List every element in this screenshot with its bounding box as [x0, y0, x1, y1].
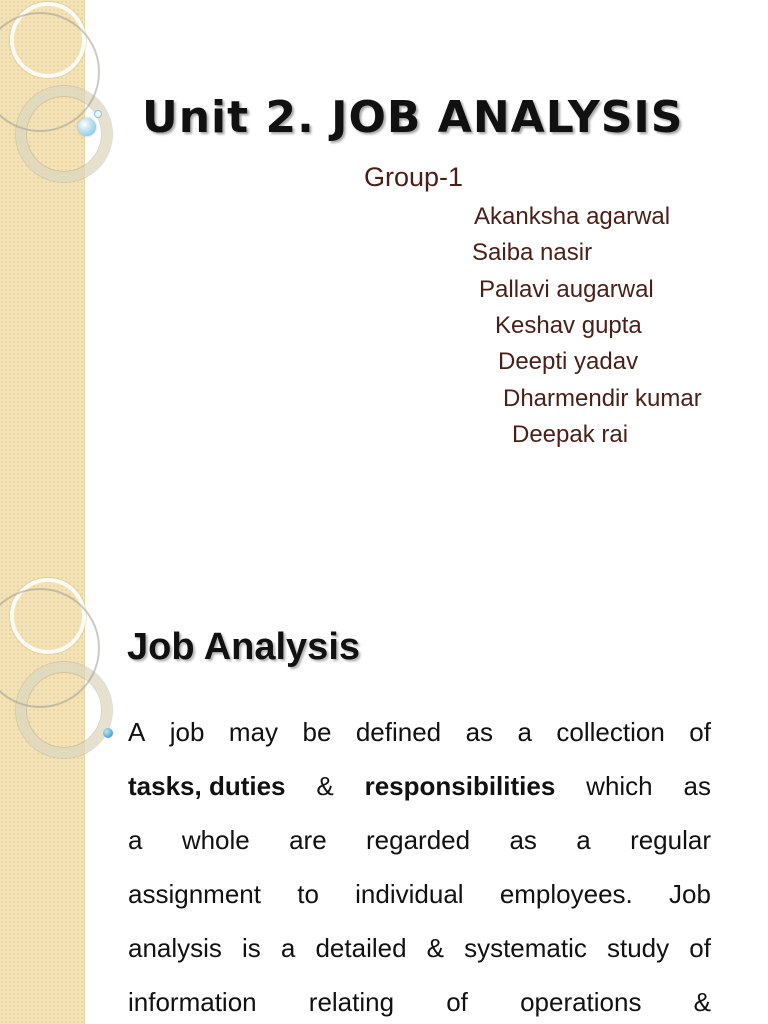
paragraph-line [128, 987, 711, 1017]
paragraph-line [128, 933, 711, 963]
paragraph-word: job [169, 717, 205, 747]
member-name: Akanksha agarwal [474, 203, 671, 230]
paragraph-word: detailed [315, 933, 407, 963]
paragraph-word: as [683, 771, 711, 801]
paragraph-word: relating [308, 987, 395, 1017]
decorative-bubble [78, 118, 96, 136]
paragraph-word: systematic [464, 933, 587, 963]
member-name: Pallavi augarwal [479, 276, 654, 303]
paragraph-word: individual [355, 879, 464, 909]
paragraph-word: to [297, 879, 319, 909]
paragraph-word: whole [181, 825, 250, 855]
paragraph-word: analysis [128, 933, 222, 963]
paragraph-word: tasks, duties [128, 771, 286, 801]
paragraph-word: regarded [366, 825, 471, 855]
paragraph-word: are [289, 825, 327, 855]
paragraph-word: a [128, 825, 143, 855]
paragraph-word: operations [520, 987, 642, 1017]
paragraph-word: A [128, 717, 146, 747]
slide-title: Unit 2. JOB ANALYSIS [142, 92, 684, 143]
member-name: Keshav gupta [495, 312, 642, 339]
paragraph-word: as [509, 825, 537, 855]
paragraph-word: defined [355, 717, 442, 747]
member-name: Deepak rai [512, 421, 629, 448]
paragraph-word: as [465, 717, 494, 747]
member-name: Dharmendir kumar [503, 385, 702, 412]
paragraph-word: study [606, 933, 670, 963]
paragraph-word: assignment [128, 879, 261, 909]
paragraph-word: of [446, 987, 468, 1017]
paragraph-word: & [316, 771, 334, 801]
paragraph-word: employees. [499, 879, 633, 909]
paragraph-line [128, 825, 711, 855]
group-label: Group-1 [364, 162, 464, 192]
paragraph-word: of [689, 717, 711, 747]
paragraph-word: may [228, 717, 279, 747]
paragraph-word: a [576, 825, 591, 855]
paragraph-word: is [242, 933, 261, 963]
paragraph-word: Job [669, 879, 711, 909]
paragraph-word: a [280, 933, 296, 963]
decorative-bubble-small [94, 110, 102, 118]
paragraph-word: collection [556, 717, 665, 747]
paragraph-word: be [302, 717, 332, 747]
paragraph-word: responsibilities [364, 771, 556, 801]
paragraph-line [128, 879, 711, 909]
paragraph-word: a [517, 717, 532, 747]
section-heading: Job Analysis [127, 626, 361, 668]
paragraph-word: & [693, 987, 711, 1017]
paragraph-line [128, 771, 711, 801]
bullet-icon [103, 728, 113, 738]
paragraph-word: & [426, 933, 444, 963]
member-name: Deepti yadav [498, 348, 639, 375]
member-name: Saiba nasir [472, 239, 593, 266]
paragraph-word: information [128, 987, 257, 1017]
paragraph-line [128, 717, 711, 747]
slide-2 [0, 576, 768, 1024]
paragraph-word: regular [630, 825, 711, 855]
paragraph-word: of [689, 933, 711, 963]
paragraph-word: which [586, 771, 653, 801]
